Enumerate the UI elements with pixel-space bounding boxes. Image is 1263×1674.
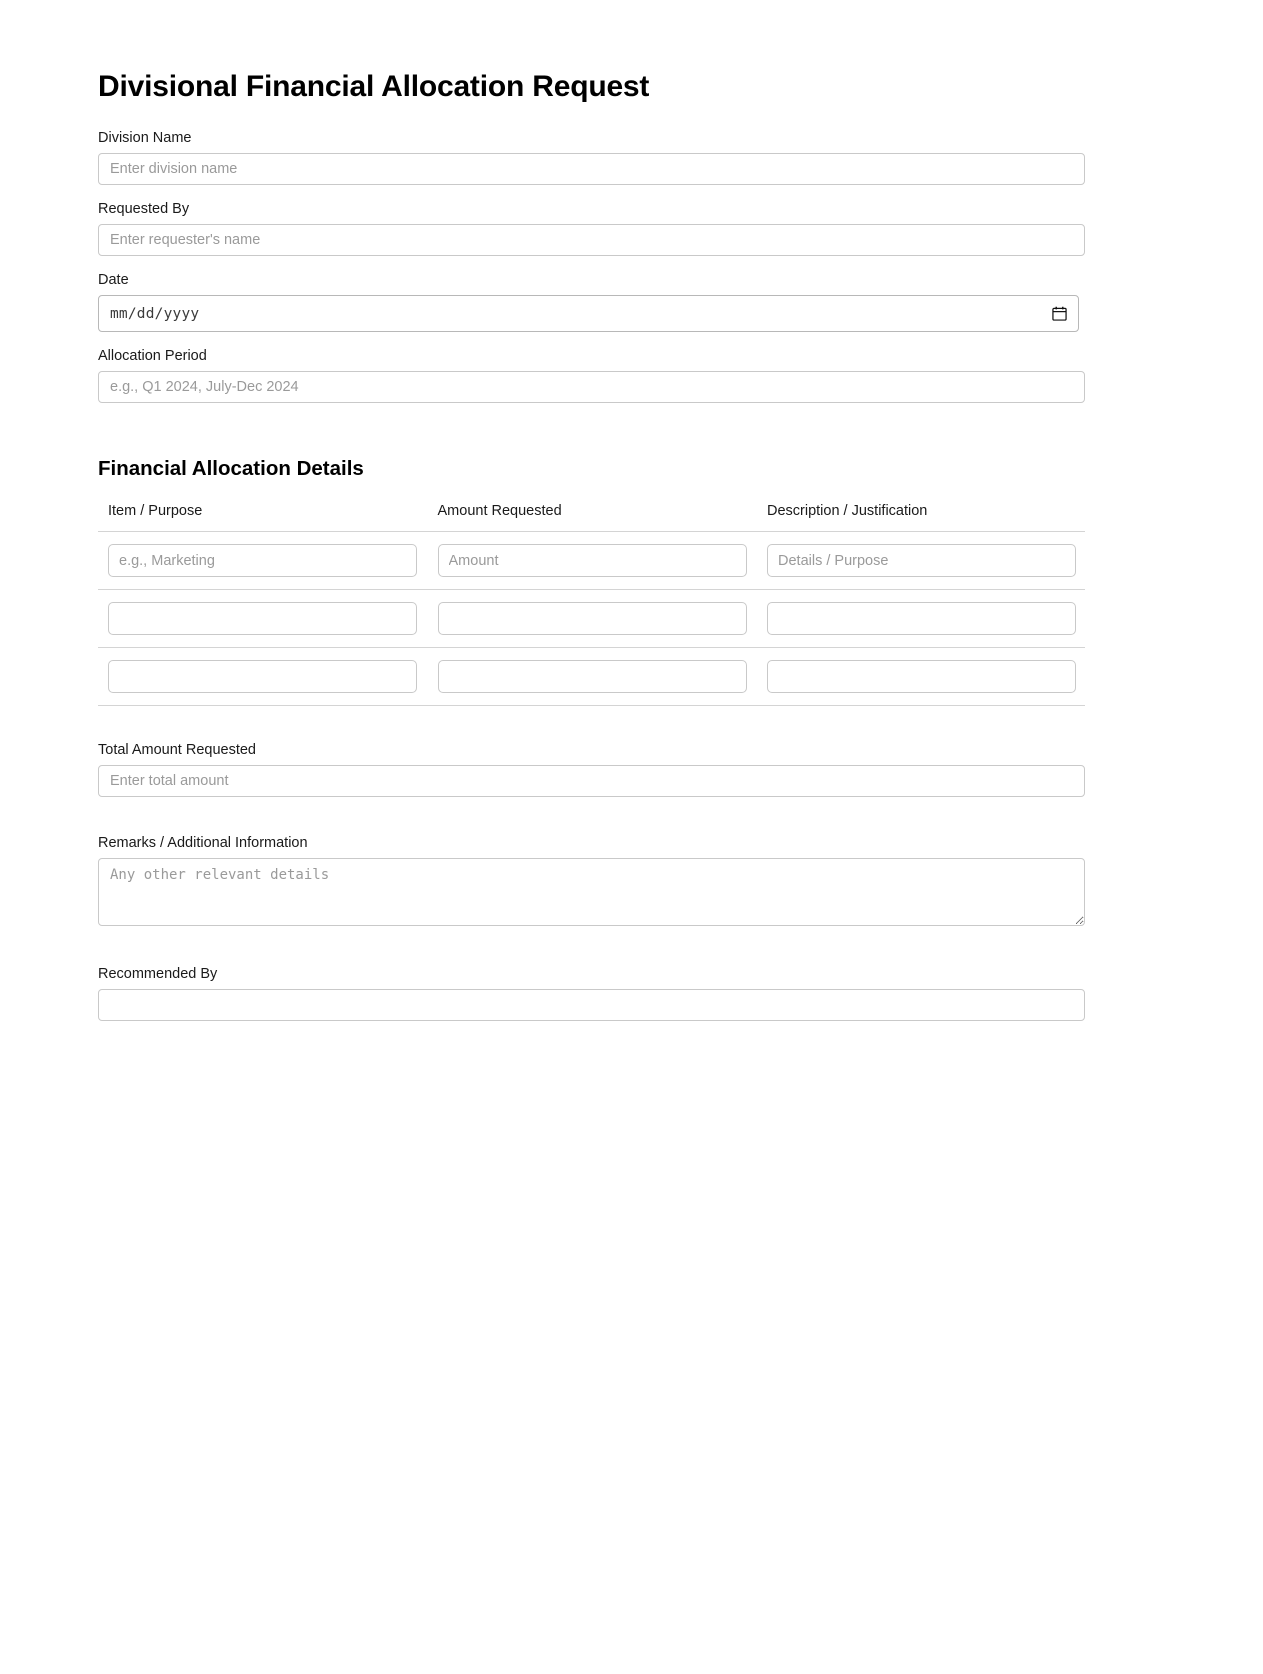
requested-by-label: Requested By	[98, 201, 190, 217]
requested-by-input[interactable]	[98, 224, 1085, 256]
allocation-period-label: Allocation Period	[98, 348, 207, 364]
row-2-amount-input[interactable]	[438, 602, 747, 635]
cell-amount	[428, 590, 758, 648]
table-row	[98, 590, 1085, 648]
total-amount-label: Total Amount Requested	[98, 742, 256, 758]
date-label: Date	[98, 272, 129, 288]
cell-description	[757, 590, 1085, 648]
division-name-input[interactable]	[98, 153, 1085, 185]
table-row	[98, 648, 1085, 706]
recommended-by-label: Recommended By	[98, 966, 218, 982]
row-1-amount-input[interactable]	[438, 544, 747, 577]
column-header-description: Description / Justification	[757, 503, 1085, 532]
row-1-description-input[interactable]	[767, 544, 1076, 577]
column-header-amount: Amount Requested	[428, 503, 758, 532]
calendar-icon[interactable]	[1052, 306, 1067, 321]
division-name-label: Division Name	[98, 130, 192, 146]
row-3-amount-input[interactable]	[438, 660, 747, 693]
field-requested-by	[98, 201, 1085, 256]
total-amount-input[interactable]	[98, 765, 1085, 797]
field-date	[98, 272, 1085, 332]
row-3-item-input[interactable]	[108, 660, 417, 693]
recommended-by-input[interactable]	[98, 989, 1085, 1021]
row-2-item-input[interactable]	[108, 602, 417, 635]
cell-item	[98, 590, 428, 648]
date-input[interactable]	[98, 295, 1079, 332]
field-recommended-by	[98, 966, 1085, 1021]
remarks-textarea[interactable]	[98, 858, 1085, 926]
field-allocation-period	[98, 348, 1085, 403]
allocation-table	[98, 503, 1085, 706]
page-title: Divisional Financial Allocation Request	[98, 70, 650, 103]
row-3-description-input[interactable]	[767, 660, 1076, 693]
cell-item	[98, 532, 428, 590]
cell-description	[757, 648, 1085, 706]
allocation-section-title: Financial Allocation Details	[98, 457, 364, 480]
cell-item	[98, 648, 428, 706]
table-row	[98, 532, 1085, 590]
field-total-amount	[98, 742, 1085, 797]
date-placeholder-text: mm/dd/yyyy	[110, 305, 200, 322]
column-header-item: Item / Purpose	[98, 503, 428, 532]
table-header-row	[98, 503, 1085, 532]
row-1-item-input[interactable]	[108, 544, 417, 577]
cell-amount	[428, 648, 758, 706]
cell-description	[757, 532, 1085, 590]
field-remarks	[98, 835, 1085, 926]
cell-amount	[428, 532, 758, 590]
field-division-name	[98, 130, 1085, 185]
allocation-period-input[interactable]	[98, 371, 1085, 403]
remarks-label: Remarks / Additional Information	[98, 835, 308, 851]
row-2-description-input[interactable]	[767, 602, 1076, 635]
